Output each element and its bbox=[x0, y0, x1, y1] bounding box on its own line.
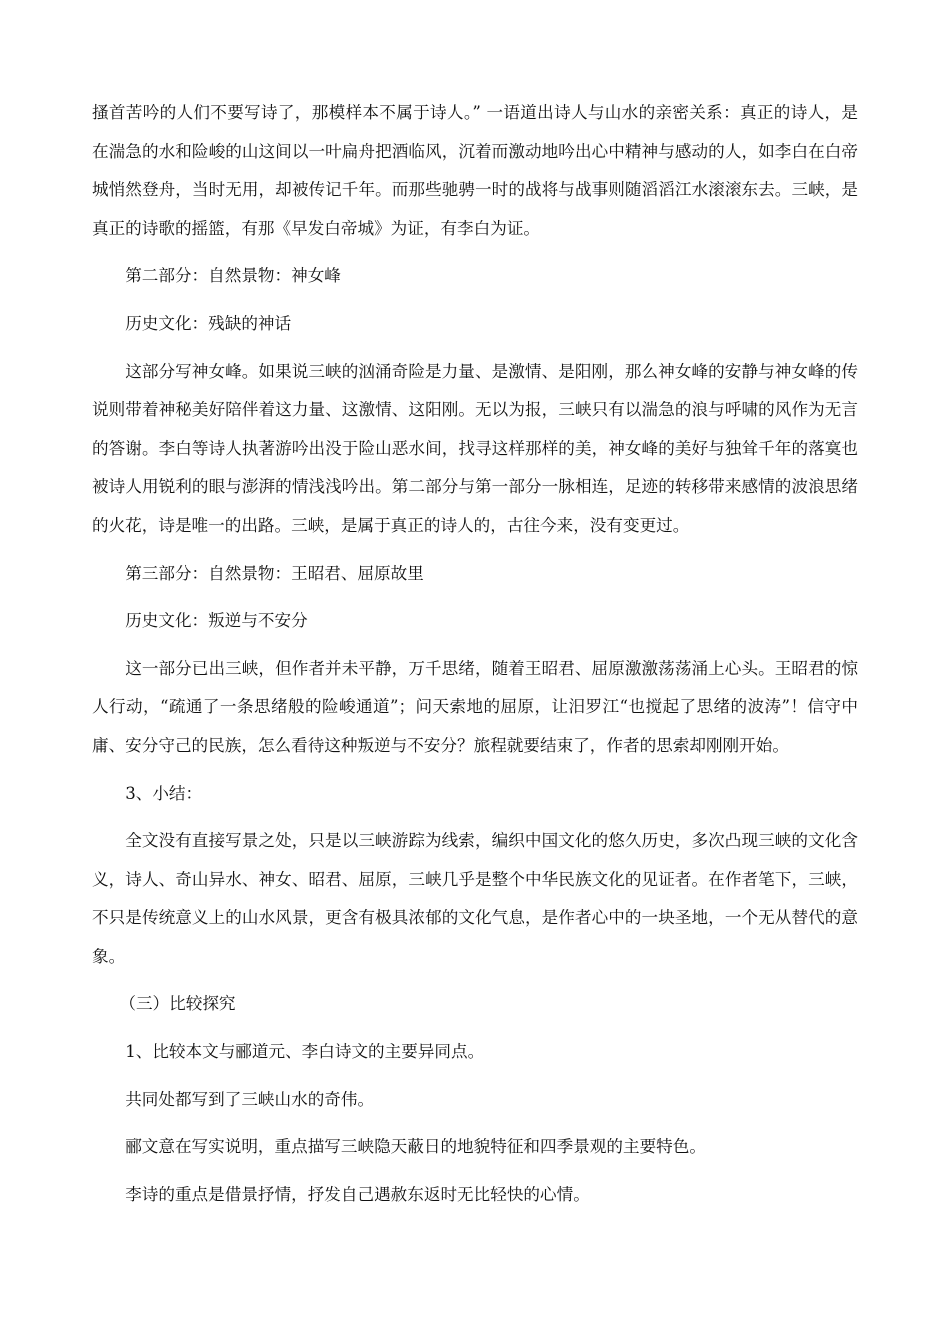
comparison-section-heading: （三）比较探究 bbox=[119, 994, 236, 1014]
paragraph-wang-zhaojun-qu-yuan: 这一部分已出三峡，但作者并未平静，万千思绪，随着王昭君、屈原激激荡荡涌上心头。王昭君的惊人行动，“疏通了一条思绪般的险峻通道”；问天索地的屈原，让汨罗江“也搅起了思绪的波涛”！信守中庸、安分守己的民族，怎么看待这种叛逆与不安分？旅程就要结束了，作者的思索却刚刚开始。 bbox=[92, 658, 858, 755]
summary-heading: 3、小结： bbox=[125, 783, 203, 803]
section-three-culture-heading: 历史文化：叛逆与不安分 bbox=[125, 611, 308, 631]
comparison-li-daoyuan: 郦文意在写实说明，重点描写三峡隐天蔽日的地貌特征和四季景观的主要特色。 bbox=[125, 1137, 706, 1157]
section-two-culture-heading: 历史文化：残缺的神话 bbox=[125, 313, 292, 333]
comparison-question: 1、比较本文与郦道元、李白诗文的主要异同点。 bbox=[125, 1042, 485, 1062]
document-body bbox=[92, 94, 858, 1223]
paragraph-poets-and-landscape: 搔首苦吟的人们不要写诗了，那模样本不属于诗人。” 一语道出诗人与山水的亲密关系：真正的诗人，是在湍急的水和险峻的山这间以一叶扁舟把酒临风，沉着而激动地吟出心中精神与感动的人，如李白在白帝城悄然登舟，当时无用，却被传记千年。而那些驰骋一时的战将与战事则随滔滔江水滚滚东去。三峡，是真正的诗歌的摇篮，有那《早发白帝城》为证，有李白为证。 bbox=[92, 103, 858, 238]
comparison-li-bai: 李诗的重点是借景抒情，抒发自己遇赦东返时无比轻快的心情。 bbox=[125, 1184, 590, 1204]
paragraph-goddess-peak: 这部分写神女峰。如果说三峡的汹涌奇险是力量、是激情、是阳刚，那么神女峰的安静与神女峰的传说则带着神秘美好陪伴着这力量、这激情、这阳刚。无以为报，三峡只有以湍急的浪与呼啸的风作为无言的答谢。李白等诗人执著游吟出没于险山恶水间，找寻这样那样的美，神女峰的美好与独耸千年的落寞也被诗人用锐利的眼与澎湃的情浅浅吟出。第二部分与第一部分一脉相连，足迹的转移带来感情的波浪思绪的火花，诗是唯一的出路。三峡，是属于真正的诗人的，古往今来，没有变更过。 bbox=[92, 361, 858, 535]
section-two-scenery-heading: 第二部分：自然景物：神女峰 bbox=[125, 266, 341, 286]
comparison-common-point: 共同处都写到了三峡山水的奇伟。 bbox=[125, 1089, 375, 1109]
paragraph-summary: 全文没有直接写景之处，只是以三峡游踪为线索，编织中国文化的悠久历史，多次凸现三峡的文化含义，诗人、奇山异水、神女、昭君、屈原，三峡几乎是整个中华民族文化的见证者。在作者笔下，三峡，不只是传统意义上的山水风景，更含有极具浓郁的文化气息，是作者心中的一块圣地，一个无从替代的意象。 bbox=[92, 831, 858, 966]
section-three-scenery-heading: 第三部分：自然景物：王昭君、屈原故里 bbox=[125, 563, 424, 583]
